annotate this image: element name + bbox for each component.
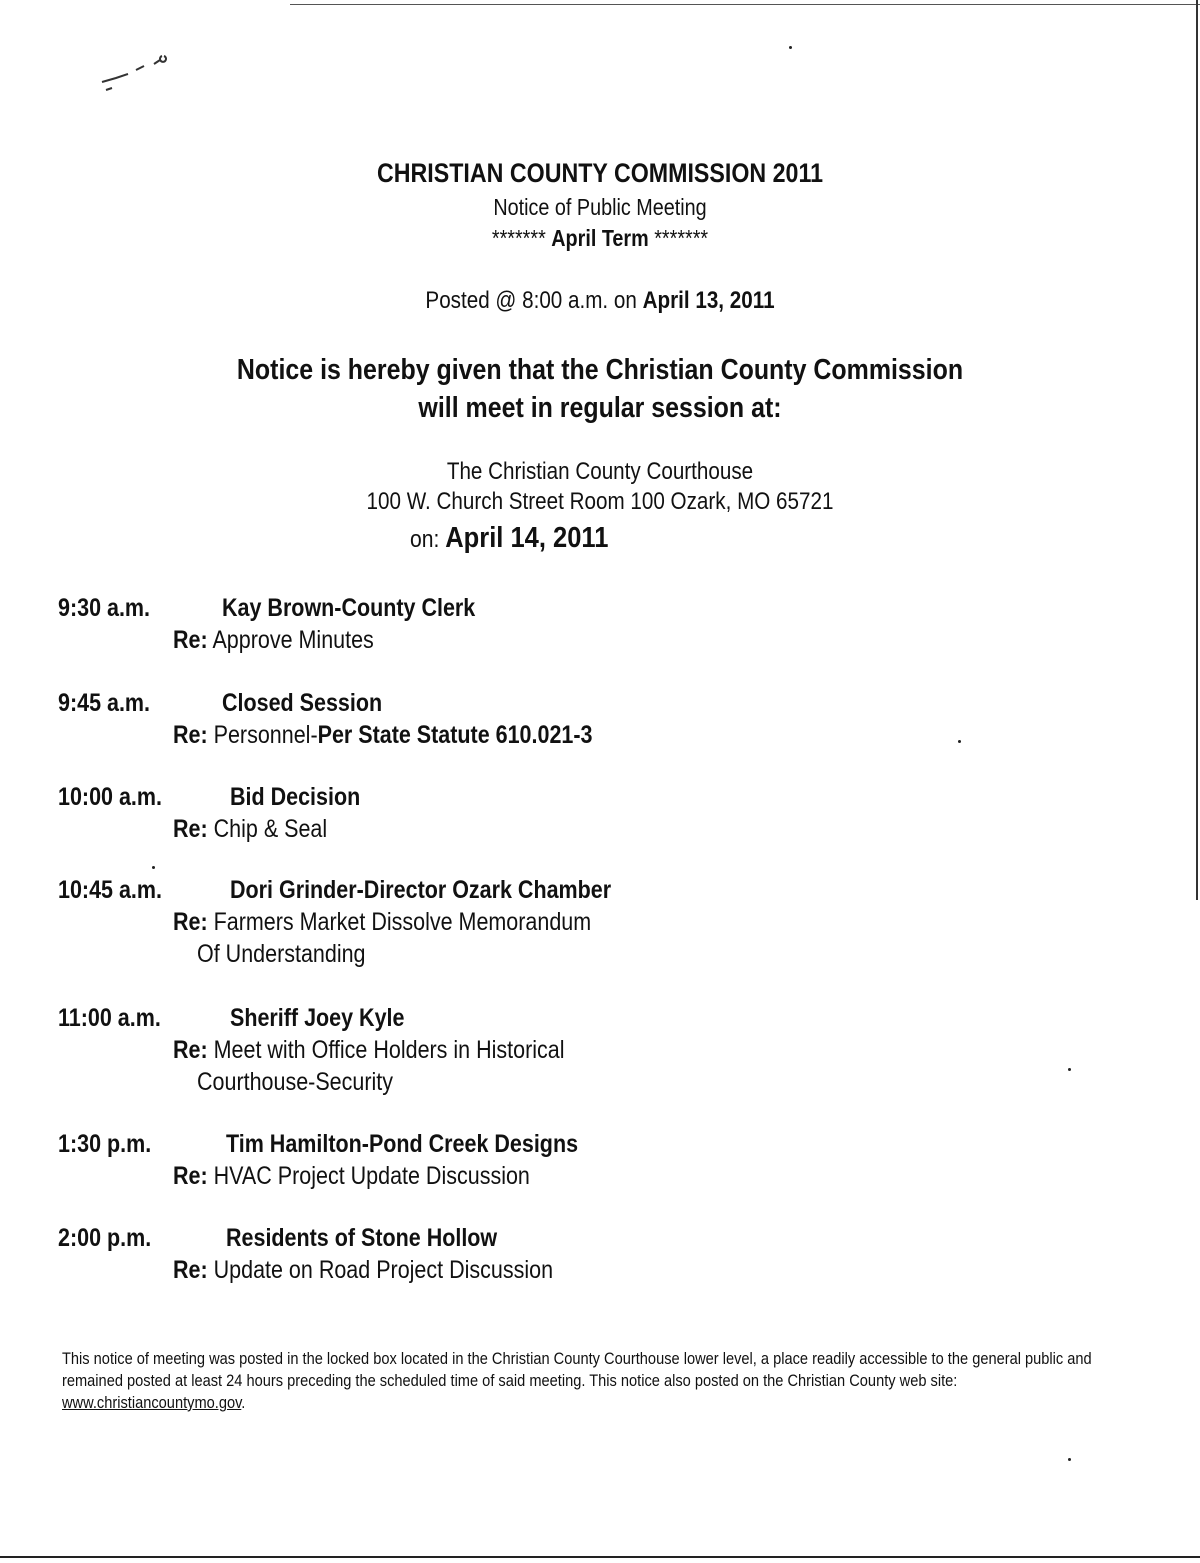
term-stars-right: ******* (654, 225, 709, 251)
agenda-subject: Re: Chip & Seal (173, 815, 328, 843)
agenda-presenter: Residents of Stone Hollow (226, 1224, 498, 1252)
meeting-date: April 14, 2011 (445, 522, 609, 554)
agenda-presenter: Dori Grinder-Director Ozark Chamber (230, 876, 612, 904)
agenda-subject: Re: Meet with Office Holders in Historical (173, 1036, 565, 1064)
agenda-subject: Re: Personnel-Per State Statute 610.021-3 (173, 721, 593, 749)
agenda-subject: Re: HVAC Project Update Discussion (173, 1162, 530, 1190)
agenda-subject: Re: Farmers Market Dissolve Memorandum (173, 908, 592, 936)
document-subtitle: Notice of Public Meeting (493, 194, 707, 220)
scan-speck (1068, 1458, 1071, 1461)
agenda-subject: Re: Approve Minutes (173, 626, 374, 654)
website-link[interactable]: www.christiancountymo.gov (62, 1393, 242, 1412)
posting-statement-text: This notice of meeting was posted in the locked box located in the Christian County Courthouse lower level, a place readily accessible to the general public and remained posted at least 24 hours preceding the scheduled time of said meeting. This notice also posted on the Christian County web site: (62, 1349, 1092, 1390)
document-title: CHRISTIAN COUNTY COMMISSION 2011 (377, 158, 823, 188)
posted-prefix: Posted @ 8:00 a.m. on (425, 287, 637, 314)
location-address: 100 W. Church Street Room 100 Ozark, MO 65721 (366, 488, 834, 515)
meeting-date-line (410, 522, 608, 555)
notice-line-1: Notice is hereby given that the Christian County Commission (236, 354, 964, 386)
term-label: April Term (551, 225, 649, 251)
term-stars-left: ******* (491, 225, 546, 251)
agenda-presenter: Sheriff Joey Kyle (230, 1004, 405, 1032)
location-name: The Christian County Courthouse (446, 458, 754, 485)
scan-speck (958, 740, 961, 743)
agenda-presenter: Bid Decision (230, 783, 361, 811)
agenda-subject-continued: Of Understanding (197, 940, 366, 968)
posting-statement-end: . (241, 1393, 246, 1412)
posting-statement (62, 1348, 1128, 1414)
agenda-presenter: Kay Brown-County Clerk (222, 594, 476, 622)
scan-mark-scribble (98, 52, 178, 102)
agenda-subject-continued: Courthouse-Security (197, 1068, 393, 1096)
agenda-time: 2:00 p.m. (58, 1224, 152, 1252)
agenda-time: 11:00 a.m. (58, 1004, 161, 1032)
scan-speck (152, 866, 155, 869)
agenda-time: 10:00 a.m. (58, 783, 162, 811)
agenda-time: 9:45 a.m. (58, 689, 151, 717)
scan-edge-right (1196, 0, 1198, 900)
scan-speck (789, 46, 792, 49)
agenda-presenter: Closed Session (222, 689, 383, 717)
agenda-time: 1:30 p.m. (58, 1130, 152, 1158)
agenda-time: 10:45 a.m. (58, 876, 162, 904)
scan-edge-top (290, 4, 1200, 5)
scan-speck (1068, 1068, 1071, 1071)
term-line (84, 225, 1116, 252)
scan-edge-bottom (0, 1556, 1200, 1558)
agenda-presenter: Tim Hamilton-Pond Creek Designs (226, 1130, 579, 1158)
agenda-time: 9:30 a.m. (58, 594, 151, 622)
posted-date: April 13, 2011 (642, 287, 775, 314)
notice-line-2: will meet in regular session at: (418, 392, 782, 424)
agenda-subject: Re: Update on Road Project Discussion (173, 1256, 554, 1284)
on-label: on: (410, 526, 440, 553)
posted-line (84, 287, 1116, 315)
